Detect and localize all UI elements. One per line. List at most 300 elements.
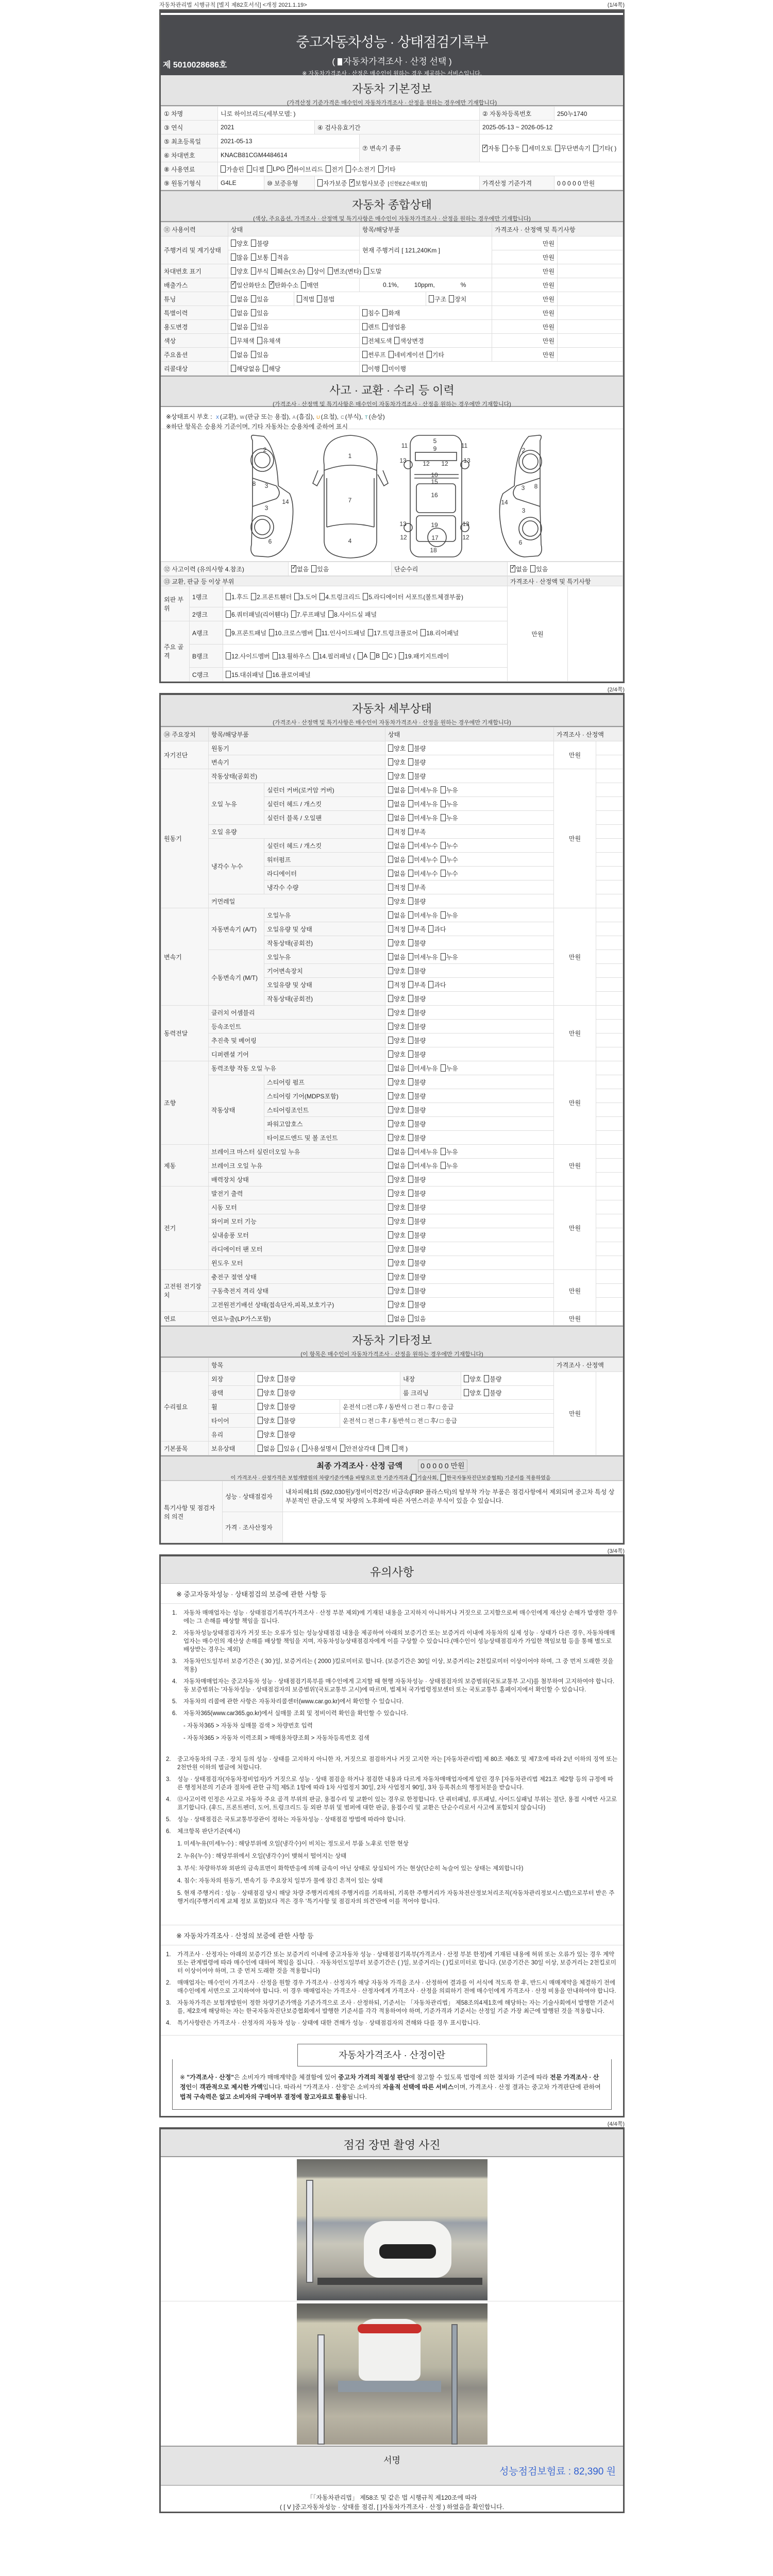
- checkbox-option[interactable]: [251, 350, 268, 359]
- checkbox-icon[interactable]: [408, 981, 413, 988]
- checkbox-icon[interactable]: [408, 786, 413, 793]
- checkbox-option[interactable]: [408, 800, 438, 808]
- price-cell[interactable]: [596, 867, 623, 880]
- checkbox-option[interactable]: [316, 629, 365, 637]
- checkbox-icon[interactable]: [266, 671, 272, 678]
- checkbox-icon[interactable]: [226, 671, 231, 678]
- checkbox-option[interactable]: [388, 744, 406, 753]
- checkbox-option[interactable]: [408, 1259, 426, 1267]
- checkbox-option[interactable]: [388, 1050, 406, 1059]
- checkbox-icon[interactable]: [388, 1023, 393, 1030]
- checkbox-option[interactable]: [278, 1444, 299, 1453]
- checkbox-option[interactable]: [308, 267, 325, 276]
- checkbox-icon[interactable]: [320, 593, 325, 600]
- checkbox-icon[interactable]: [364, 267, 369, 275]
- checkbox-icon[interactable]: [226, 611, 231, 618]
- checkbox-option[interactable]: [271, 253, 289, 262]
- checkbox-icon[interactable]: [326, 165, 331, 173]
- checkbox-icon[interactable]: [441, 786, 446, 793]
- checkbox-option[interactable]: [362, 323, 380, 331]
- checkbox-icon[interactable]: [388, 870, 393, 877]
- checkbox-icon[interactable]: [388, 897, 393, 905]
- checkbox-option[interactable]: [427, 350, 444, 359]
- checkbox-icon[interactable]: [313, 652, 318, 659]
- checkbox-icon[interactable]: [555, 145, 560, 152]
- checkbox-icon[interactable]: [388, 1315, 393, 1322]
- checkbox-option[interactable]: [441, 841, 458, 850]
- checkbox-icon[interactable]: [441, 953, 446, 960]
- checkbox-icon[interactable]: [441, 1148, 446, 1155]
- checkbox-option[interactable]: [408, 897, 426, 906]
- checkbox-icon[interactable]: [388, 758, 393, 766]
- price-cell[interactable]: [596, 950, 623, 964]
- checkbox-option[interactable]: [349, 179, 385, 188]
- checkbox-option[interactable]: [297, 295, 314, 303]
- checkbox-option[interactable]: [408, 1203, 426, 1212]
- checkbox-option[interactable]: [441, 814, 458, 822]
- checkbox-icon[interactable]: [362, 351, 367, 358]
- checkbox-option[interactable]: [388, 1217, 406, 1226]
- checkbox-option[interactable]: [388, 1078, 406, 1087]
- checkbox-option[interactable]: [226, 652, 270, 660]
- checkbox-icon[interactable]: [388, 1148, 393, 1155]
- checkbox-option[interactable]: [408, 994, 426, 1003]
- price-cell[interactable]: [596, 894, 623, 908]
- checkbox-icon[interactable]: [411, 1474, 416, 1481]
- checkbox-option[interactable]: [441, 800, 458, 808]
- checkbox-option[interactable]: [258, 1402, 275, 1411]
- checkbox-icon[interactable]: [231, 351, 236, 358]
- checkbox-option[interactable]: [523, 144, 552, 152]
- checkbox-icon[interactable]: [428, 925, 433, 933]
- checkbox-option[interactable]: [388, 1036, 406, 1045]
- checkbox-icon[interactable]: [226, 652, 231, 659]
- price-cell[interactable]: [596, 839, 623, 853]
- checkbox-icon[interactable]: [271, 253, 276, 261]
- checkbox-option[interactable]: [231, 281, 266, 290]
- price-cell[interactable]: [596, 1312, 623, 1326]
- checkbox-option[interactable]: [388, 1245, 406, 1253]
- checkbox-icon[interactable]: [267, 165, 272, 173]
- checkbox-icon[interactable]: [388, 1204, 393, 1211]
- checkbox-icon[interactable]: [530, 565, 535, 572]
- checkbox-option[interactable]: [441, 1161, 458, 1170]
- checkbox-icon[interactable]: [408, 1050, 413, 1058]
- checkbox-option[interactable]: [408, 772, 426, 781]
- checkbox-option[interactable]: [382, 652, 396, 659]
- price-cell[interactable]: [596, 783, 623, 797]
- checkbox-option[interactable]: [388, 1161, 406, 1170]
- checkbox-icon[interactable]: [394, 337, 399, 344]
- checkbox-option[interactable]: [441, 855, 458, 864]
- checkbox-icon[interactable]: [464, 1389, 469, 1396]
- checkbox-icon[interactable]: [389, 351, 394, 358]
- checkbox-icon[interactable]: [231, 365, 236, 372]
- price-cell[interactable]: [596, 755, 623, 769]
- checkbox-option[interactable]: [441, 869, 458, 878]
- price-cell[interactable]: [596, 1214, 623, 1228]
- price-cell[interactable]: [596, 922, 623, 936]
- checkbox-option[interactable]: [388, 953, 406, 961]
- checkbox-option[interactable]: [226, 592, 248, 601]
- checkbox-option[interactable]: [408, 1036, 426, 1045]
- checkbox-option[interactable]: [408, 1147, 438, 1156]
- checkbox-option[interactable]: [247, 165, 264, 174]
- checkbox-icon[interactable]: [363, 593, 368, 600]
- checkbox-icon[interactable]: [388, 744, 393, 752]
- checkbox-icon[interactable]: [251, 253, 256, 261]
- checked-checkbox-icon[interactable]: [269, 281, 274, 289]
- price-cell[interactable]: [596, 1061, 623, 1075]
- checkbox-icon[interactable]: [441, 1474, 446, 1481]
- checkbox-icon[interactable]: [408, 1009, 413, 1016]
- price-cell[interactable]: [596, 908, 623, 922]
- checkbox-icon[interactable]: [231, 323, 236, 330]
- checkbox-icon[interactable]: [408, 870, 413, 877]
- checkbox-option[interactable]: [251, 323, 268, 331]
- price-cell[interactable]: [596, 1242, 623, 1256]
- checkbox-icon[interactable]: [408, 1176, 413, 1183]
- checkbox-icon[interactable]: [484, 1389, 489, 1396]
- checkbox-option[interactable]: [388, 1064, 406, 1073]
- checkbox-icon[interactable]: [388, 1064, 393, 1072]
- checkbox-icon[interactable]: [408, 772, 413, 779]
- checkbox-option[interactable]: [502, 144, 520, 152]
- checkbox-option[interactable]: [408, 1050, 426, 1059]
- checkbox-option[interactable]: [408, 1008, 426, 1017]
- checkbox-icon[interactable]: [408, 744, 413, 752]
- price-cell[interactable]: [596, 992, 623, 1006]
- checkbox-option[interactable]: [267, 165, 285, 173]
- checkbox-option[interactable]: [388, 1106, 406, 1114]
- checkbox-option[interactable]: [428, 925, 446, 934]
- price-cell[interactable]: [596, 797, 623, 811]
- checkbox-option[interactable]: [408, 1133, 426, 1142]
- checkbox-icon[interactable]: [311, 565, 316, 572]
- checkbox-option[interactable]: [482, 144, 500, 152]
- price-cell[interactable]: [596, 1089, 623, 1103]
- checkbox-icon[interactable]: [294, 593, 299, 600]
- checkbox-option[interactable]: [251, 295, 268, 303]
- checkbox-option[interactable]: [251, 267, 268, 276]
- checkbox-option[interactable]: [273, 652, 311, 660]
- checkbox-icon[interactable]: [388, 939, 393, 946]
- checkbox-option[interactable]: [326, 165, 343, 174]
- checkbox-icon[interactable]: [408, 842, 413, 849]
- checkbox-icon[interactable]: [427, 351, 432, 358]
- checkbox-icon[interactable]: [388, 925, 393, 933]
- checkbox-option[interactable]: [388, 1259, 406, 1267]
- checkbox-option[interactable]: [231, 364, 260, 373]
- checkbox-icon[interactable]: [247, 165, 252, 173]
- checkbox-option[interactable]: [317, 179, 347, 188]
- checkbox-option[interactable]: [278, 1416, 295, 1425]
- checkbox-option[interactable]: [257, 336, 281, 345]
- checkbox-option[interactable]: [408, 827, 426, 836]
- checkbox-option[interactable]: [362, 336, 392, 345]
- checkbox-option[interactable]: [464, 1375, 481, 1383]
- checkbox-icon[interactable]: [408, 1245, 413, 1252]
- checkbox-option[interactable]: [394, 336, 424, 345]
- checkbox-option[interactable]: [231, 309, 248, 317]
- checkbox-option[interactable]: [328, 267, 361, 276]
- price-cell[interactable]: [596, 741, 623, 755]
- checkbox-icon[interactable]: [408, 897, 413, 905]
- checkbox-icon[interactable]: [441, 911, 446, 919]
- checkbox-option[interactable]: [291, 610, 326, 619]
- checkbox-icon[interactable]: [278, 1389, 283, 1396]
- checkbox-icon[interactable]: [388, 1176, 393, 1183]
- checkbox-option[interactable]: [278, 1402, 295, 1411]
- checkbox-icon[interactable]: [523, 145, 528, 152]
- price-cell[interactable]: [596, 811, 623, 825]
- checkbox-option[interactable]: [231, 267, 248, 276]
- checkbox-icon[interactable]: [408, 1162, 413, 1169]
- checkbox-icon[interactable]: [408, 1287, 413, 1294]
- checkbox-icon[interactable]: [388, 1287, 393, 1294]
- checkbox-icon[interactable]: [388, 1037, 393, 1044]
- checkbox-icon[interactable]: [231, 337, 236, 344]
- checkbox-icon[interactable]: [408, 1134, 413, 1141]
- checkbox-icon[interactable]: [226, 593, 231, 600]
- checkbox-icon[interactable]: [388, 1162, 393, 1169]
- checkbox-icon[interactable]: [408, 1301, 413, 1308]
- checkbox-option[interactable]: [408, 744, 426, 753]
- checkbox-icon[interactable]: [251, 351, 256, 358]
- checkbox-icon[interactable]: [251, 295, 256, 302]
- checkbox-option[interactable]: [346, 165, 375, 174]
- checkbox-icon[interactable]: [258, 1417, 263, 1424]
- checkbox-icon[interactable]: [388, 995, 393, 1002]
- checkbox-icon[interactable]: [429, 295, 434, 302]
- checked-checkbox-icon[interactable]: [231, 281, 236, 289]
- price-cell[interactable]: [596, 880, 623, 894]
- checkbox-option[interactable]: [441, 1064, 458, 1073]
- checkbox-icon[interactable]: [340, 1445, 345, 1452]
- checkbox-icon[interactable]: [408, 939, 413, 946]
- checkbox-option[interactable]: [388, 869, 406, 878]
- checkbox-option[interactable]: [388, 855, 406, 864]
- checkbox-icon[interactable]: [428, 981, 433, 988]
- checkbox-option[interactable]: [388, 1286, 406, 1295]
- checkbox-option[interactable]: [441, 786, 458, 794]
- price-cell[interactable]: [596, 1006, 623, 1020]
- checkbox-option[interactable]: [408, 1022, 426, 1031]
- checkbox-option[interactable]: [408, 883, 426, 892]
- checkbox-option[interactable]: [408, 1078, 426, 1087]
- checkbox-option[interactable]: [258, 1388, 275, 1397]
- price-cell[interactable]: [596, 1033, 623, 1047]
- price-cell[interactable]: [596, 1256, 623, 1270]
- checkbox-icon[interactable]: [231, 240, 236, 247]
- price-cell[interactable]: [596, 936, 623, 950]
- checkbox-option[interactable]: [555, 144, 591, 152]
- price-cell[interactable]: [596, 1298, 623, 1312]
- checkbox-icon[interactable]: [231, 295, 236, 302]
- checkbox-icon[interactable]: [362, 309, 367, 316]
- checkbox-option[interactable]: [389, 350, 424, 359]
- checkbox-icon[interactable]: [257, 337, 262, 344]
- checkbox-option[interactable]: [408, 1175, 426, 1184]
- checkbox-icon[interactable]: [388, 1245, 393, 1252]
- checkbox-option[interactable]: [388, 1147, 406, 1156]
- checkbox-option[interactable]: [530, 565, 548, 573]
- checkbox-option[interactable]: [388, 939, 406, 947]
- checkbox-icon[interactable]: [346, 165, 351, 173]
- checkbox-icon[interactable]: [408, 1148, 413, 1155]
- checkbox-option[interactable]: [291, 565, 309, 573]
- checkbox-option[interactable]: [226, 610, 289, 619]
- checkbox-option[interactable]: [231, 295, 248, 303]
- checkbox-option[interactable]: [388, 1008, 406, 1017]
- checkbox-option[interactable]: [294, 592, 317, 601]
- checkbox-icon[interactable]: [226, 629, 231, 636]
- price-cell[interactable]: [596, 1228, 623, 1242]
- checkbox-option[interactable]: [358, 652, 367, 659]
- price-cell[interactable]: [596, 1187, 623, 1200]
- price-cell[interactable]: [596, 1020, 623, 1033]
- checkbox-icon[interactable]: [382, 323, 388, 330]
- checkbox-option[interactable]: [382, 323, 406, 331]
- checkbox-option[interactable]: [408, 814, 438, 822]
- checkbox-option[interactable]: [231, 239, 248, 248]
- checkbox-option[interactable]: [317, 295, 334, 303]
- checkbox-icon[interactable]: [388, 842, 393, 849]
- checkbox-icon[interactable]: [388, 1092, 393, 1099]
- checkbox-option[interactable]: [269, 629, 313, 637]
- checkbox-option[interactable]: [388, 827, 406, 836]
- checkbox-icon[interactable]: [271, 267, 276, 275]
- checkbox-option[interactable]: [388, 1231, 406, 1240]
- checkbox-icon[interactable]: [408, 828, 413, 835]
- checkbox-option[interactable]: [441, 953, 458, 961]
- checkbox-option[interactable]: [388, 1189, 406, 1198]
- price-cell[interactable]: [596, 769, 623, 783]
- checkbox-icon[interactable]: [388, 814, 393, 821]
- checkbox-icon[interactable]: [263, 365, 268, 372]
- checkbox-icon[interactable]: [302, 1445, 307, 1452]
- checkbox-icon[interactable]: [258, 1403, 263, 1410]
- checkbox-icon[interactable]: [317, 295, 322, 302]
- checkbox-icon[interactable]: [231, 253, 236, 261]
- checkbox-option[interactable]: [388, 1133, 406, 1142]
- checkbox-icon[interactable]: [251, 267, 256, 275]
- checkbox-icon[interactable]: [408, 884, 413, 891]
- checkbox-option[interactable]: [399, 652, 449, 660]
- checkbox-icon[interactable]: [441, 870, 446, 877]
- checkbox-option[interactable]: [464, 1388, 481, 1397]
- checkbox-icon[interactable]: [408, 1092, 413, 1099]
- checkbox-option[interactable]: [441, 1473, 550, 1481]
- checkbox-icon[interactable]: [464, 1375, 469, 1382]
- checkbox-icon[interactable]: [388, 828, 393, 835]
- checkbox-option[interactable]: [392, 1444, 408, 1453]
- checkbox-option[interactable]: [388, 1314, 406, 1323]
- checkbox-option[interactable]: [408, 967, 426, 975]
- checkbox-icon[interactable]: [388, 1259, 393, 1266]
- checked-checkbox-icon[interactable]: [291, 565, 296, 572]
- checkbox-option[interactable]: [362, 364, 380, 373]
- price-cell[interactable]: [596, 1103, 623, 1117]
- checkbox-option[interactable]: [408, 1064, 438, 1073]
- checkbox-option[interactable]: [340, 1444, 376, 1453]
- checkbox-icon[interactable]: [388, 800, 393, 807]
- checkbox-icon[interactable]: [273, 652, 278, 659]
- checkbox-option[interactable]: [278, 1388, 295, 1397]
- checkbox-icon[interactable]: [278, 1445, 283, 1452]
- checkbox-option[interactable]: [313, 652, 355, 660]
- checkbox-icon[interactable]: [408, 1190, 413, 1197]
- checkbox-option[interactable]: [408, 911, 438, 920]
- checkbox-option[interactable]: [388, 1120, 406, 1128]
- checkbox-option[interactable]: [408, 1231, 426, 1240]
- checkbox-icon[interactable]: [388, 786, 393, 793]
- checkbox-icon[interactable]: [408, 1023, 413, 1030]
- checkbox-option[interactable]: [378, 1444, 390, 1453]
- checkbox-option[interactable]: [441, 1147, 458, 1156]
- checkbox-option[interactable]: [251, 309, 268, 317]
- checkbox-icon[interactable]: [258, 1375, 263, 1382]
- checkbox-icon[interactable]: [388, 1078, 393, 1086]
- checkbox-option[interactable]: [378, 165, 396, 174]
- checkbox-icon[interactable]: [388, 1273, 393, 1280]
- checkbox-option[interactable]: [278, 1375, 295, 1383]
- checkbox-icon[interactable]: [370, 652, 375, 659]
- checkbox-option[interactable]: [408, 939, 426, 947]
- checkbox-icon[interactable]: [388, 1301, 393, 1308]
- checkbox-icon[interactable]: [251, 240, 256, 247]
- checkbox-option[interactable]: [388, 1273, 406, 1281]
- checkbox-option[interactable]: [368, 629, 418, 637]
- checkbox-option[interactable]: [408, 980, 426, 989]
- checkbox-icon[interactable]: [221, 165, 226, 173]
- checkbox-option[interactable]: [231, 350, 248, 359]
- checkbox-option[interactable]: [388, 911, 406, 920]
- checkbox-icon[interactable]: [328, 611, 333, 618]
- price-cell[interactable]: [596, 1145, 623, 1159]
- checkbox-option[interactable]: [251, 239, 268, 248]
- checkbox-icon[interactable]: [301, 281, 306, 289]
- checkbox-icon[interactable]: [408, 1064, 413, 1072]
- checkbox-option[interactable]: [388, 841, 406, 850]
- checkbox-option[interactable]: [408, 1189, 426, 1198]
- checkbox-icon[interactable]: [388, 856, 393, 863]
- price-cell[interactable]: [596, 1131, 623, 1145]
- price-cell[interactable]: [596, 1047, 623, 1061]
- checkbox-icon[interactable]: [408, 1106, 413, 1113]
- checkbox-icon[interactable]: [408, 814, 413, 821]
- checkbox-option[interactable]: [388, 897, 406, 906]
- checkbox-icon[interactable]: [408, 1315, 413, 1322]
- checked-checkbox-icon[interactable]: [482, 145, 488, 152]
- checkbox-option[interactable]: [408, 1161, 438, 1170]
- checkbox-option[interactable]: [408, 1273, 426, 1281]
- checkbox-option[interactable]: [449, 295, 466, 303]
- checkbox-option[interactable]: [271, 267, 305, 276]
- checkbox-icon[interactable]: [388, 1231, 393, 1239]
- checkbox-icon[interactable]: [408, 800, 413, 807]
- checkbox-option[interactable]: [428, 980, 446, 989]
- checkbox-icon[interactable]: [408, 925, 413, 933]
- checkbox-option[interactable]: [388, 1022, 406, 1031]
- checkbox-option[interactable]: [231, 253, 248, 262]
- price-cell[interactable]: [596, 964, 623, 978]
- checkbox-icon[interactable]: [408, 911, 413, 919]
- checkbox-icon[interactable]: [441, 842, 446, 849]
- checkbox-icon[interactable]: [231, 267, 236, 275]
- checkbox-icon[interactable]: [502, 145, 508, 152]
- price-cell[interactable]: [596, 1284, 623, 1298]
